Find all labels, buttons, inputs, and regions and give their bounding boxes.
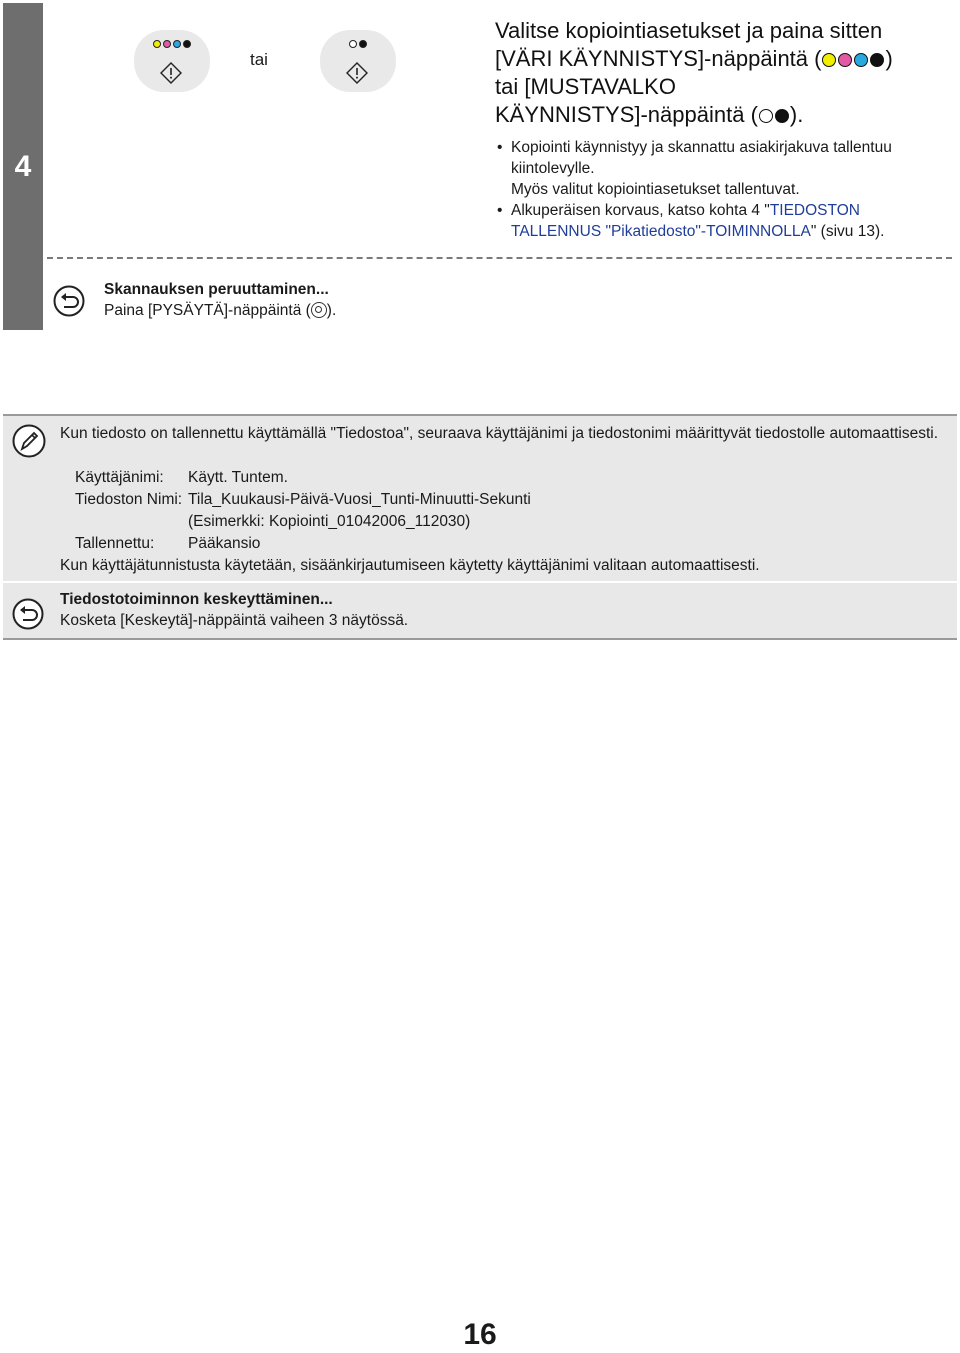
bullet-1-line-1: Kopiointi käynnistyy ja skannattu asiakirjakuva tallentuu [511, 139, 892, 156]
color-indicator-dots [134, 40, 210, 48]
or-label: tai [250, 50, 268, 69]
stop-key-icon [311, 302, 327, 318]
note-intro: Kun tiedosto on tallennettu käyttämällä "Tiedostoa", seuraava käyttäjänimi ja tiedostonimi määrittyvät tiedostolle automaattisesti. [60, 425, 939, 442]
filename-example: (Esimerkki: Kopiointi_01042006_112030) [188, 513, 471, 530]
bw-indicator-dots [320, 40, 396, 48]
step-number-bar [3, 3, 43, 330]
title-line-2-suffix: ) [885, 46, 893, 71]
start-diamond-icon [160, 62, 182, 84]
auth-text: Kun käyttäjätunnistusta käytetään, sisäänkirjautumiseen käytetty käyttäjänimi valitaan automaattisesti. [60, 557, 760, 574]
cancel-return-icon [12, 598, 44, 630]
magenta-dot [163, 40, 171, 48]
start-diamond-icon [346, 62, 368, 84]
title-line-4-prefix: KÄYNNISTYS]-näppäintä ( [495, 102, 758, 127]
step-bullets [495, 137, 945, 242]
cyan-dot [173, 40, 181, 48]
saved-value: Pääkansio [188, 535, 261, 552]
note-bottom-rule [3, 638, 957, 640]
cyan-dot-icon [854, 53, 868, 67]
magenta-dot-icon [838, 53, 852, 67]
bullet-2-prefix: Alkuperäisen korvaus, katso kohta 4 " [511, 202, 770, 219]
page-number: 16 [463, 1318, 497, 1351]
filename-label: Tiedoston Nimi: [75, 491, 183, 508]
black-dot [359, 40, 367, 48]
saved-label: Tallennettu: [75, 535, 155, 552]
cancel-scan-suffix: ). [326, 302, 337, 319]
white-dot [349, 40, 357, 48]
cancel-file-title: Tiedostotoiminnon keskeyttäminen... [60, 591, 333, 608]
bullet-2-suffix: " (sivu 13). [810, 223, 885, 240]
cancel-return-icon [53, 285, 85, 317]
file-storage-link-cont[interactable]: TALLENNUS "Pikatiedosto"-TOIMINNOLLA [511, 223, 811, 240]
bullet-dot-icon: • [497, 202, 503, 219]
note-separator [3, 581, 957, 583]
note-top-rule [3, 414, 957, 416]
cancel-file-text: Kosketa [Keskeytä]-näppäintä vaiheen 3 näytössä. [60, 612, 409, 629]
title-line-4-suffix: ). [789, 102, 804, 127]
white-dot-icon [759, 109, 773, 123]
cancel-scan-text [104, 302, 336, 320]
color-start-button-illustration [134, 30, 210, 92]
cancel-scan-prefix: Paina [PYSÄYTÄ]-näppäintä ( [104, 302, 311, 319]
file-storage-link[interactable]: TIEDOSTON [769, 202, 860, 219]
section-divider [47, 257, 952, 259]
black-dot [183, 40, 191, 48]
username-value: Käytt. Tuntem. [188, 469, 288, 486]
note-pencil-icon [12, 424, 46, 458]
black-dot-icon [870, 53, 884, 67]
step-number: 4 [14, 149, 32, 183]
title-line-2-prefix: [VÄRI KÄYNNISTYS]-näppäintä ( [495, 46, 822, 71]
title-line-1: Valitse kopiointiasetukset ja paina sitten [495, 18, 883, 43]
bullet-1-line-3: Myös valitut kopiointiasetukset tallentuvat. [511, 181, 800, 198]
yellow-dot [153, 40, 161, 48]
bullet-item [495, 200, 945, 242]
black-dot-icon [775, 109, 789, 123]
bullet-item [495, 137, 945, 200]
bullet-dot-icon: • [497, 139, 503, 156]
username-label: Käyttäjänimi: [75, 469, 164, 486]
filename-value: Tila_Kuukausi-Päivä-Vuosi_Tunti-Minuutti-Sekunti [188, 491, 531, 508]
yellow-dot-icon [822, 53, 836, 67]
title-line-3: tai [MUSTAVALKO [495, 74, 676, 99]
step-title [495, 17, 955, 129]
bw-start-button-illustration [320, 30, 396, 92]
cancel-scan-title: Skannauksen peruuttaminen... [104, 281, 329, 298]
bullet-1-line-2: kiintolevylle. [511, 160, 595, 177]
